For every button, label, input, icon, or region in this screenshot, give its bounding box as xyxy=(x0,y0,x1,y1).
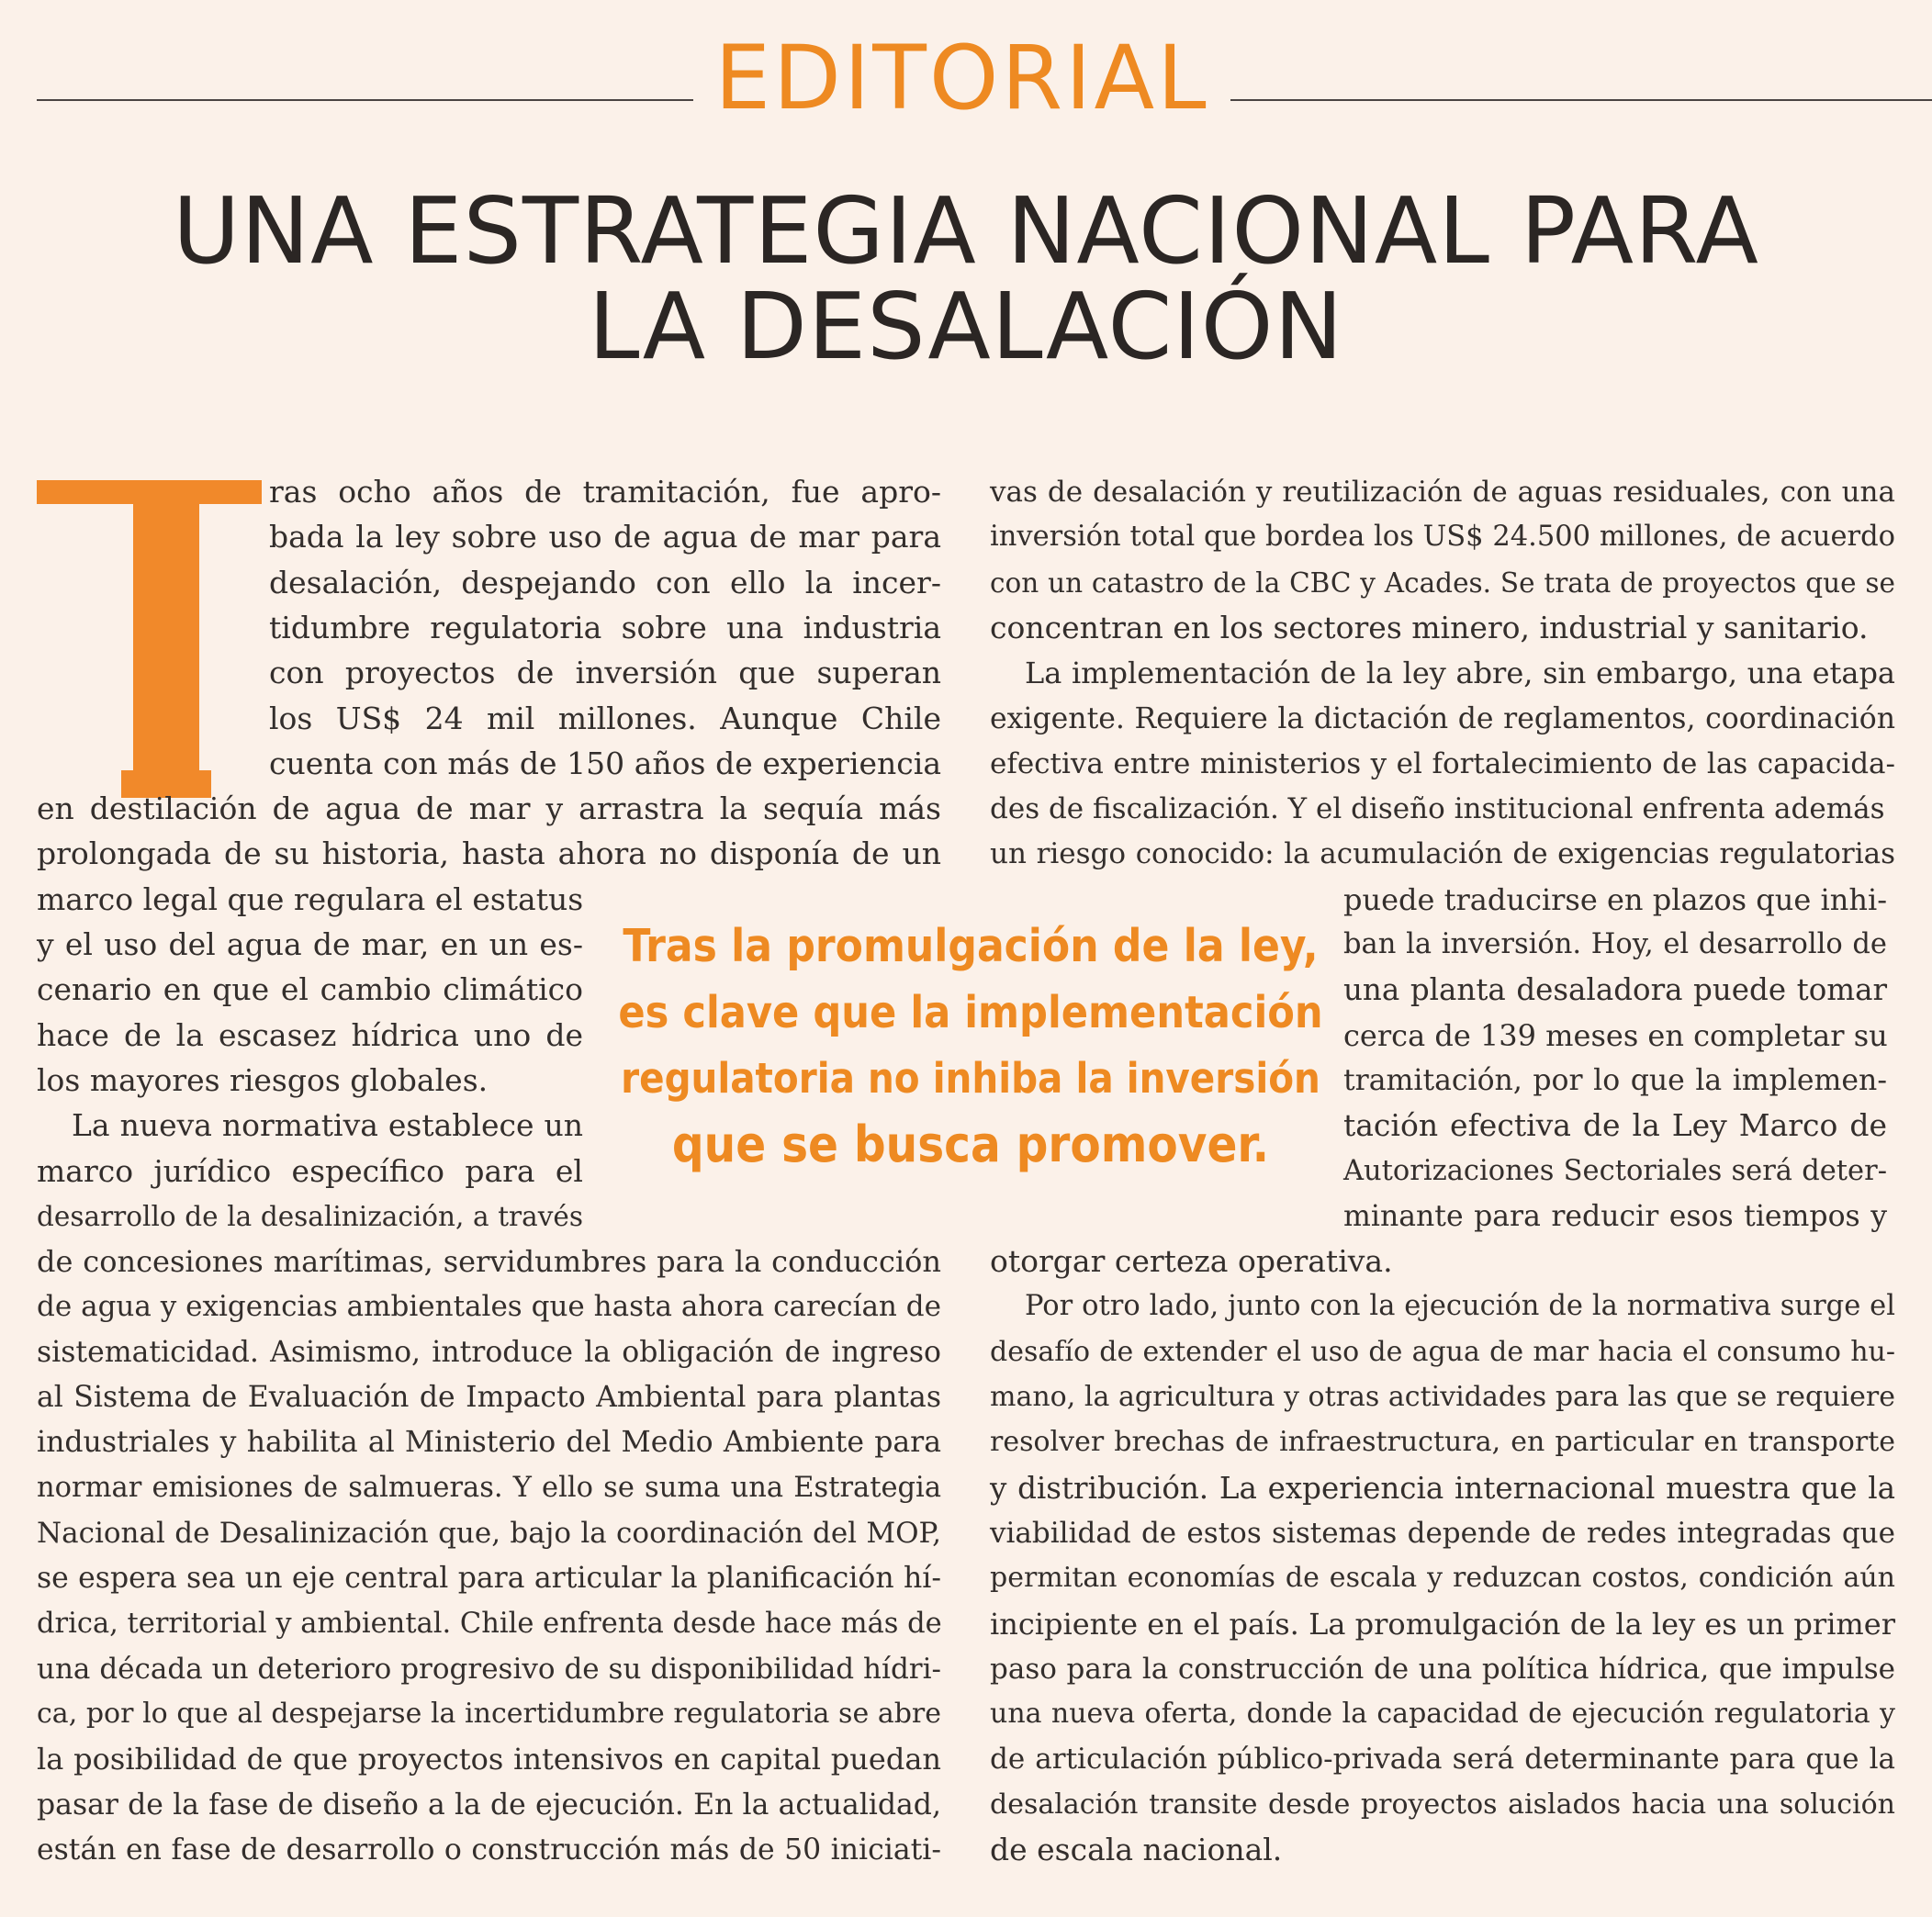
right-column-line: resolver brechas de infraestructura, en particular en transporte xyxy=(990,1426,1895,1458)
pull-quote-line: es clave que la implementación xyxy=(618,987,1323,1038)
left-column-line: y el uso del agua de mar, en un es- xyxy=(37,926,583,962)
right-column-line: des de fiscalización. Y el diseño institucional enfrenta además xyxy=(990,792,1885,825)
right-column-line: vas de desalación y reutilización de aguas residuales, con una xyxy=(990,476,1895,509)
right-column-line: minante para reducir esos tiempos y xyxy=(1343,1200,1887,1233)
left-column-line: industriales y habilita al Ministerio del Medio Ambiente para xyxy=(37,1426,941,1459)
left-column-line: los mayores riesgos globales. xyxy=(37,1062,489,1098)
left-column-line: tidumbre regulatoria sobre una industria xyxy=(269,610,941,645)
section-label: EDITORIAL xyxy=(714,27,1209,129)
left-column-line: están en fase de desarrollo o construcción más de 50 iniciati- xyxy=(37,1833,941,1867)
dropcap-letter-bar xyxy=(37,480,262,504)
left-column-line: normar emisiones de salmueras. Y ello se suma una Estrategia xyxy=(37,1472,941,1504)
right-column-line: puede traducirse en plazos que inhi- xyxy=(1343,882,1887,917)
right-column-line: desalación transite desde proyectos aislados hacia una solución xyxy=(990,1788,1895,1821)
pull-quote-line: Tras la promulgación de la ley, xyxy=(623,920,1319,972)
right-column-line: inversión total que bordea los US$ 24.500 millones, de acuerdo xyxy=(990,521,1895,553)
right-column-line: una nueva oferta, donde la capacidad de ejecución regulatoria y xyxy=(990,1698,1895,1730)
section-header xyxy=(0,28,1932,129)
pull-quote-line: regulatoria no inhiba la inversión xyxy=(621,1054,1320,1103)
left-column-line: se espera sea un eje central para articular la planificación hí- xyxy=(37,1562,941,1595)
right-column-line: de articulación público-privada será determinante para que la xyxy=(990,1743,1895,1776)
dropcap xyxy=(37,480,266,776)
headline-line: UNA ESTRATEGIA NACIONAL PARA xyxy=(173,177,1759,285)
left-column-line: cuenta con más de 150 años de experiencia xyxy=(269,746,941,781)
left-column-line: la posibilidad de que proyectos intensivos en capital puedan xyxy=(37,1742,941,1777)
right-column-line: ban la inversión. Hoy, el desarrollo de xyxy=(1343,928,1887,960)
left-column-line: prolongada de su historia, hasta ahora no disponía de un xyxy=(37,835,941,871)
left-column-line: Nacional de Desalinización que, bajo la coordinación del MOP, xyxy=(37,1517,941,1550)
left-column-line: La nueva normativa establece un xyxy=(72,1107,583,1143)
headline-line: LA DESALACIÓN xyxy=(588,273,1344,380)
left-column-line: desalación, despejando con ello la incer- xyxy=(269,565,941,600)
header-rule-right xyxy=(1230,99,1932,101)
left-column-line: una década un deterioro progresivo de su disponibilidad hídri- xyxy=(37,1653,941,1686)
left-column-line: los US$ 24 mil millones. Aunque Chile xyxy=(269,701,941,736)
right-column-line: viabilidad de estos sistemas depende de redes integradas que xyxy=(990,1517,1895,1550)
pull-quote-line: que se busca promover. xyxy=(671,1115,1270,1173)
right-column-line: La implementación de la ley abre, sin embargo, una etapa xyxy=(1025,656,1895,690)
right-column-line: un riesgo conocido: la acumulación de exigencias regulatorias xyxy=(990,837,1895,870)
right-column-line: con un catastro de la CBC y Acades. Se trata de proyectos que se xyxy=(990,567,1895,599)
right-column-line: otorgar certeza operativa. xyxy=(990,1243,1393,1279)
right-column-line: exigente. Requiere la dictación de reglamentos, coordinación xyxy=(990,702,1895,735)
left-column-line: ca, por lo que al despejarse la incertidumbre regulatoria se abre xyxy=(37,1698,941,1730)
left-column-line: bada la ley sobre uso de agua de mar para xyxy=(269,519,941,555)
right-column-line: cerca de 139 meses en completar su xyxy=(1343,1018,1888,1053)
left-column-line: de agua y exigencias ambientales que hasta ahora carecían de xyxy=(37,1290,941,1323)
right-column-line: una planta desaladora puede tomar xyxy=(1343,972,1887,1007)
right-column-line: concentran en los sectores minero, industrial y sanitario. xyxy=(990,610,1869,645)
left-column-line: pasar de la fase de diseño a la de ejecución. En la actualidad, xyxy=(37,1788,941,1822)
left-column-line: sistematicidad. Asimismo, introduce la obligación de ingreso xyxy=(37,1336,941,1369)
right-column-line: tramitación, por lo que la implemen- xyxy=(1343,1064,1887,1097)
right-column-line: permitan economías de escala y reduzcan costos, condición aún xyxy=(990,1562,1895,1594)
right-column-line: mano, la agricultura y otras actividades para las que se requiere xyxy=(990,1381,1895,1413)
right-column-line: tación efectiva de la Ley Marco de xyxy=(1343,1107,1887,1143)
right-column-line: Por otro lado, junto con la ejecución de la normativa surge el xyxy=(1025,1290,1895,1322)
right-column-line: efectiva entre ministerios y el fortalecimiento de las capacida- xyxy=(990,747,1895,780)
pull-quote xyxy=(617,914,1324,1178)
left-column-line: de concesiones marítimas, servidumbres para la conducción xyxy=(37,1244,941,1279)
left-column-line: en destilación de agua de mar y arrastra la sequía más xyxy=(37,790,941,826)
right-column-line: y distribución. La experiencia internacional muestra que la xyxy=(990,1471,1895,1506)
left-column-line: marco jurídico específico para el xyxy=(37,1153,583,1189)
left-column-line: con proyectos de inversión que superan xyxy=(269,655,941,690)
left-column-line: ras ocho años de tramitación, fue apro- xyxy=(269,474,941,510)
left-column-line: drica, territorial y ambiental. Chile enfrenta desde hace más de xyxy=(37,1608,942,1640)
right-column-line: paso para la construcción de una política hídrica, que impulse xyxy=(990,1653,1895,1686)
left-column-line: hace de la escasez hídrica uno de xyxy=(37,1017,583,1053)
header-rule-left xyxy=(37,99,693,101)
left-column-line: marco legal que regulara el estatus xyxy=(37,881,584,917)
right-column-line: de escala nacional. xyxy=(990,1832,1283,1867)
dropcap-letter-stem xyxy=(133,504,199,798)
right-column-line: incipiente en el país. La promulgación de la ley es un primer xyxy=(990,1607,1895,1642)
left-column-line: cenario en que el cambio climático xyxy=(37,971,583,1007)
headline xyxy=(55,177,1877,380)
left-column-line: desarrollo de la desalinización, a través xyxy=(37,1201,583,1232)
left-column-line: al Sistema de Evaluación de Impacto Ambiental para plantas xyxy=(37,1381,941,1414)
right-column-line: desafío de extender el uso de agua de mar hacia el consumo hu- xyxy=(990,1336,1895,1368)
right-column-line: Autorizaciones Sectoriales será deter- xyxy=(1343,1155,1887,1187)
